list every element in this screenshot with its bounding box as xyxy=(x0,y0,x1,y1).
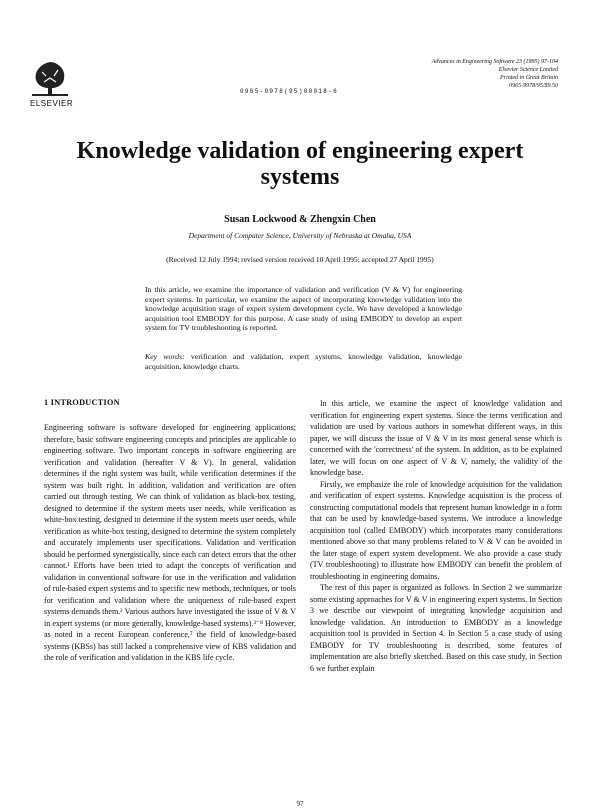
left-column xyxy=(44,422,296,664)
section-heading: 1 INTRODUCTION xyxy=(44,398,120,407)
authors: Susan Lockwood & Zhengxin Chen xyxy=(224,214,376,225)
keywords-label: Key words: xyxy=(145,352,185,361)
elsevier-tree-icon xyxy=(30,58,70,98)
journal-line: 0965-9978/95/$9.50 xyxy=(509,83,558,89)
keywords xyxy=(145,352,462,371)
journal-line: Elsevier Science Limited xyxy=(498,67,558,73)
journal-line: Printed in Great Britain xyxy=(500,75,558,81)
paragraph: Engineering software is software developed for engineering applications; therefore, basic software engineering concepts and principles are applicable to engineering software. Two important concepts in software engineering are verification and validation (hereafter V & V). In general, validation determines if the right system was built, while verification determines if the system was built right. In addition, validation and verification are often carried out through testing. We can think of validation as black-box testing, designed to determine if the system meets user needs, while verification as white-box testing, designed to determine if the system meets user needs, while verification as white-box testing, designed to determine the system completely and accurately implements user specifications. Validation and verification should be performed synergistically, since each can detect errors that the other cannot.¹ Efforts have been tried to adapt the concepts of verification and validation in conventional software for use in the verification and validation of rule-based expert systems and to specific new methods, techniques, or tools for verification and validation where the uniqueness of rule-based expert systems demands them.² Various authors have investigated the issue of V & V in expert systems (or more generally, knowledge-based systems).³⁻⁸ However, as noted in a recent European conference,⁷ the field of knowledge-based systems (KBSs) has still lacked a comprehensive view of KBS validation and the role of verification and validation in the KBS life cycle. xyxy=(44,423,296,662)
right-column xyxy=(310,398,562,674)
page-number: 97 xyxy=(296,800,304,808)
journal-info xyxy=(432,58,558,90)
paragraph: In this article, we examine the aspect of knowledge validation and verification for engineering expert systems. Since the terms verification and validation are used by various authors in somewhat different ways, in this paper, we will discuss the issue of V & V in its most general sense which is concerned with the 'correctness' of the system. In addition, as to be explained later, we will focus on one aspect of V & V, namely, the validity of the knowledge base. xyxy=(310,399,562,477)
article-code: 0965-9978(95)00018-6 xyxy=(240,88,339,95)
journal-line: Advances in Engineering Software 23 (1995) 97-104 xyxy=(431,59,558,65)
abstract: In this article, we examine the importance of validation and verification (V & V) for engineering expert systems. In particular, we examine the aspect of incorporating knowledge validation into the knowledge acquisition stage of expert system development cycle. We have developed a knowledge acquisition tool EMBODY for this purpose. A case study of using EMBODY to develop an expert system for TV troubleshooting is reported. xyxy=(145,285,462,333)
paragraph: Firstly, we emphasize the role of knowledge acquisition for the validation and verification of expert systems. Knowledge acquisition is the process of constructing computational models that represent human knowledge in a form that can be used by knowledge-based systems. We introduce a knowledge acquisition tool (called EMBODY) which incorporates many considerations mentioned above so that many problems related to V & V can be avoided in the later stage of expert system development. We also provide a case study (TV troubleshooting) to illustrate how EMBODY can benefit the problem of troubleshooting in engineering domains. xyxy=(310,479,562,581)
received-dates: (Received 12 July 1994; revised version received 10 April 1995; accepted 27 April 1995) xyxy=(166,255,434,264)
keywords-text: verification and validation, expert systems, knowledge validation, knowledge acquisition, knowledge charts. xyxy=(145,352,463,371)
paper-title: Knowledge validation of engineering expert systems xyxy=(76,138,524,190)
publisher-logo-text: ELSEVIER xyxy=(30,99,74,108)
affiliation: Department of Computer Science, University of Nebraska at Omaha, USA xyxy=(188,231,412,240)
publisher-logo xyxy=(30,58,78,108)
paragraph: The rest of this paper is organized as follows. In Section 2 we summarize some existing approaches for V & V in engineering expert systems. In Section 3 we describe our viewpoint of integrating knowledge acquisition and knowledge validation. An introduction to EMBODY as a knowledge acquisition tool is provided in Section 4. In Section 5 a case study of using EMBODY for TV troubleshooting is described, some features of implementation are also briefly sketched. Based on this case study, in Section 6 we further explain xyxy=(310,583,562,673)
